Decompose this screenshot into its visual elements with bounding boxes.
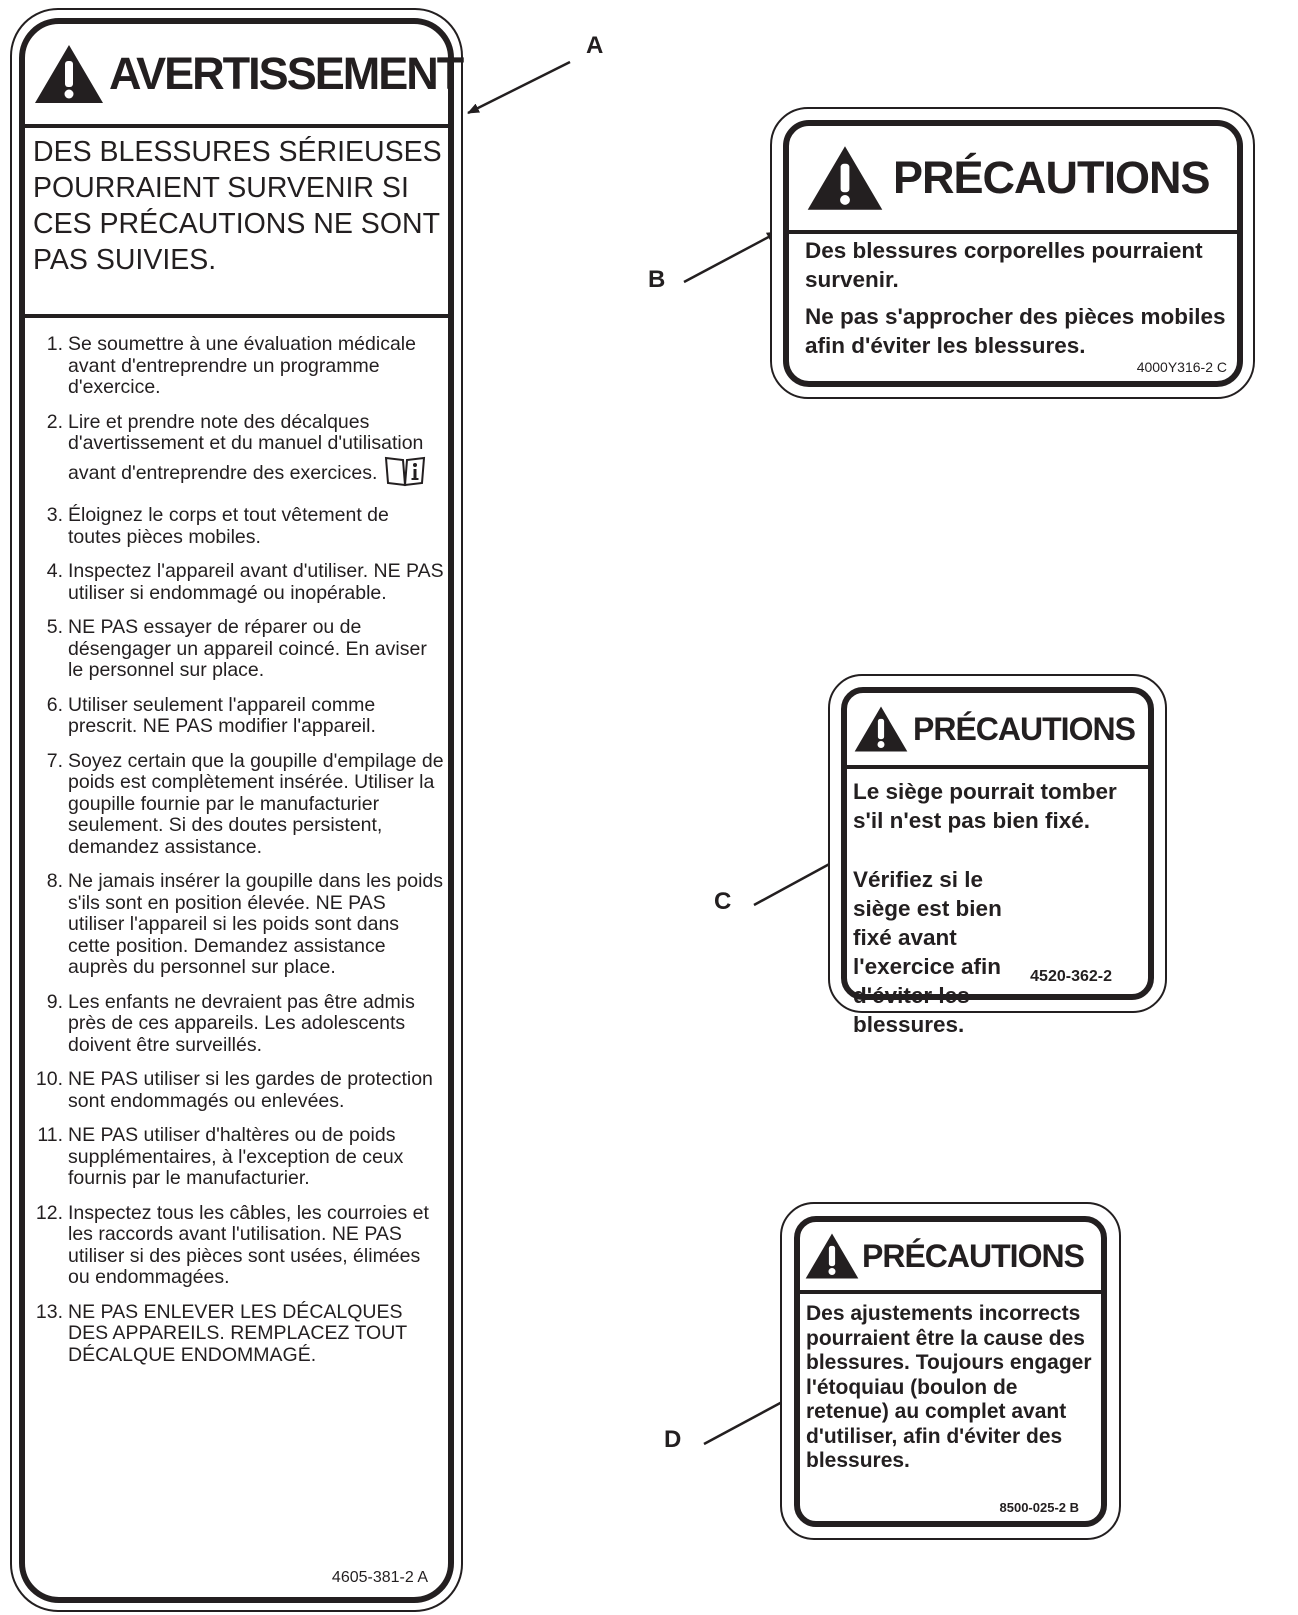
decal-c-line-2: Vérifiez si le siège est bien fixé avant l'exercice afin d'éviter les blessures. [853,867,1002,1037]
decal-b-header [789,126,1237,234]
decal-d-header [800,1222,1101,1294]
list-item: 10. NE PAS utiliser si les gardes de protection sont endommagés ou enlevées. [35,1068,433,1112]
warning-triangle-icon [853,705,909,753]
list-item: 4. Inspectez l'appareil avant d'utiliser. NE PAS utiliser si endommagé ou inopérable. [46,560,444,604]
decal-b-line-2: Ne pas s'approcher des pièces mobiles afin d'éviter les blessures. [805,304,1226,358]
warning-triangle-icon [804,1232,860,1280]
decal-b-body [805,234,1229,368]
list-item: 11. NE PAS utiliser d'haltères ou de poids supplémentaires, à l'exception de ceux fournis par le manufacturier. [37,1124,404,1189]
decal-a-title: AVERTISSEMENT [109,48,463,99]
callout-label-b: B [648,266,666,293]
manual-info-icon [383,455,427,493]
decal-c-frame [841,687,1154,1037]
list-item: 13. NE PAS ENLEVER LES DÉCALQUES DES APPAREILS. REMPLACEZ TOUT DÉCALQUE ENDOMMAGÉ. [35,1300,407,1366]
warning-triangle-icon [33,43,105,105]
list-item: 12. Inspectez tous les câbles, les courroies et les raccords avant l'utilisation. NE PAS utiliser si des pièces sont usées, élimées ou endommagées. [35,1201,429,1288]
decal-a-header [25,24,463,128]
decal-b-part-number: 4000Y316-2 C [1136,359,1227,375]
decal-d-title: PRÉCAUTIONS [862,1237,1084,1274]
warning-triangle-icon [805,144,885,212]
decal-c-line-1: Le siège pourrait tomber s'il n'est pas bien fixé. [853,779,1117,833]
list-item: 3. Éloignez le corps et tout vêtement de toutes pièces mobiles. [46,504,389,548]
decal-b-line-1: Des blessures corporelles pourraient survenir. [805,238,1203,292]
list-item: 9. Les enfants ne devraient pas être admis près de ces appareils. Les adolescents doivent être surveillés. [46,990,415,1056]
decal-a-instructions [25,334,448,1379]
callout-label-d: D [664,1426,682,1453]
list-item: 7. Soyez certain que la goupille d'empilage de poids est complètement insérée. Utiliser la goupille fournie par le manufacturier seulement. Si des doutes persistent, demandez assistance. [46,749,444,858]
decal-d-body: Des ajustements incorrects pourraient être la cause des blessures. Toujours engager l'étoquiau (boulon de retenue) au complet avant d'utiliser, afin d'éviter des blessures. [806,1302,1092,1472]
decal-b-frame [783,120,1243,387]
decal-b-title: PRÉCAUTIONS [893,152,1210,203]
decal-c-body [853,773,1144,1039]
decal-c-header [847,693,1148,769]
list-item: 1. Se soumettre à une évaluation médicale avant d'entreprendre un programme d'exercice. [46,333,416,398]
list-item: 8. Ne jamais insérer la goupille dans les poids s'ils sont en position élevée. NE PAS utiliser l'appareil si les poids sont dans cette position. Demandez assistance auprès du personnel sur place. [46,870,444,978]
list-item: 6. Utiliser seulement l'appareil comme prescrit. NE PAS modifier l'appareil. [46,693,376,737]
arrow-b [684,232,778,282]
list-item: 2. Lire et prendre note des décalques d'avertissement et du manuel d'utilisation avant d'entreprendre des exercices. [25,412,448,493]
decal-c-part-number: 4520-362-2 [1030,968,1112,985]
decal-a-intro: DES BLESSURES SÉRIEUSES POURRAIENT SURVENIR SI CES PRÉCAUTIONS NE SONT PAS SUIVIES. [25,128,448,318]
decal-a-part-number: 4605-381-2 A [331,1569,428,1586]
callout-label-c: C [714,888,732,915]
decal-d-part-number: 8500-025-2 B [999,1500,1079,1515]
callout-label-a: A [586,32,604,59]
decal-c-title: PRÉCAUTIONS [913,710,1135,747]
arrow-a [468,62,570,113]
decal-d-frame [794,1216,1107,1527]
decal-a-frame [19,18,463,1603]
list-item: 5. NE PAS essayer de réparer ou de désengager un appareil coincé. En aviser le personnel sur place. [46,616,427,681]
